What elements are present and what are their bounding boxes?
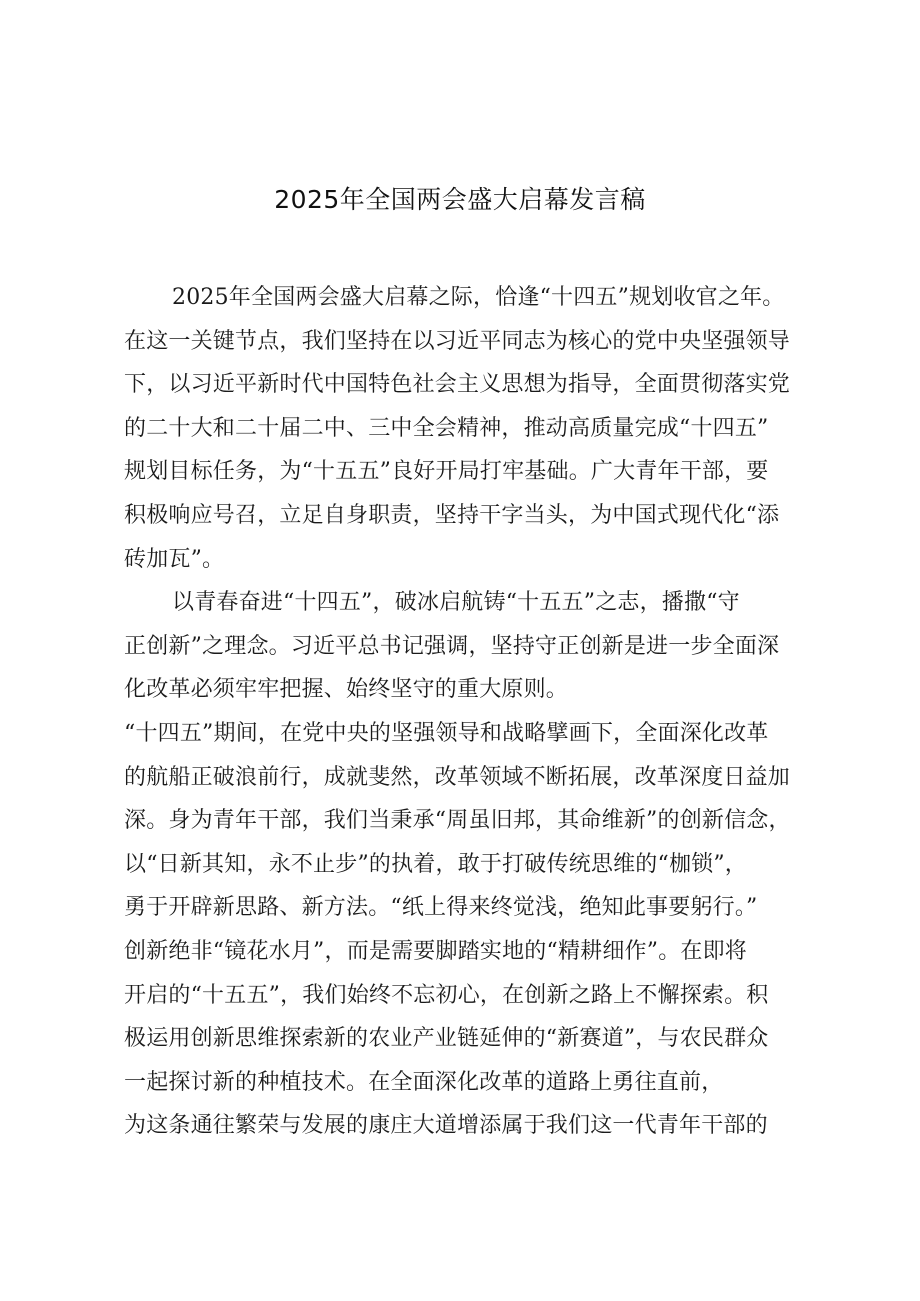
text-line: “十四五”期间，在党中央的坚强领导和战略擘画下，全面深化改革 <box>124 720 769 746</box>
text-line: 勇于开辟新思路、新方法。“纸上得来终觉浅，绝知此事要躬行。” <box>124 895 758 921</box>
text-line: 的航船正破浪前行，成就斐然，改革领域不断拓展，改革深度日益加 <box>124 764 791 790</box>
text-line: 规划目标任务，为“十五五”良好开局打牢基础。广大青年干部，要 <box>124 459 769 485</box>
text-line: 以“日新其知，永不止步”的执着，敢于打破传统思维的“枷锁”， <box>124 851 747 877</box>
text-line: 化改革必须牢牢把握、始终坚守的重大原则。 <box>124 677 569 703</box>
document-title: 2025年全国两会盛大启幕发言稿 <box>274 185 646 214</box>
text-line: 为这条通往繁荣与发展的康庄大道增添属于我们这一代青年干部的 <box>124 1113 768 1139</box>
text-line: 2025年全国两会盛大启幕之际，恰逢“十四五”规划收官之年。 <box>172 285 785 310</box>
text-line: 的二十大和二十届二中、三中全会精神，推动高质量完成“十四五” <box>124 415 769 441</box>
text-line: 正创新”之理念。习近平总书记强调，坚持守正创新是进一步全面深 <box>124 633 780 659</box>
document-body <box>124 276 814 1148</box>
text-line: 以青春奋进“十四五”，破冰启航铸“十五五”之志，播撒“守 <box>172 590 740 616</box>
text-line: 深。身为青年干部，我们当秉承“周虽旧邦，其命维新”的创新信念， <box>124 808 791 834</box>
text-line: 砖加瓦”。 <box>124 546 225 572</box>
text-line: 下，以习近平新时代中国特色社会主义思想为指导，全面贯彻落实党 <box>124 372 791 398</box>
text-line: 在这一关键节点，我们坚持在以习近平同志为核心的党中央坚强领导 <box>124 328 791 354</box>
text-line: 开启的“十五五”，我们始终不忘初心，在创新之路上不懈探索。积 <box>124 982 769 1008</box>
text-line: 一起探讨新的种植技术。在全面深化改革的道路上勇往直前， <box>124 1069 724 1095</box>
text-line: 极运用创新思维探索新的农业产业链延伸的“新赛道”，与农民群众 <box>124 1026 769 1052</box>
text-line: 创新绝非“镜花水月”，而是需要脚踏实地的“精耕细作”。在即将 <box>124 938 747 964</box>
text-line: 积极响应号召，立足自身职责，坚持干字当头，为中国式现代化“添 <box>124 502 780 528</box>
